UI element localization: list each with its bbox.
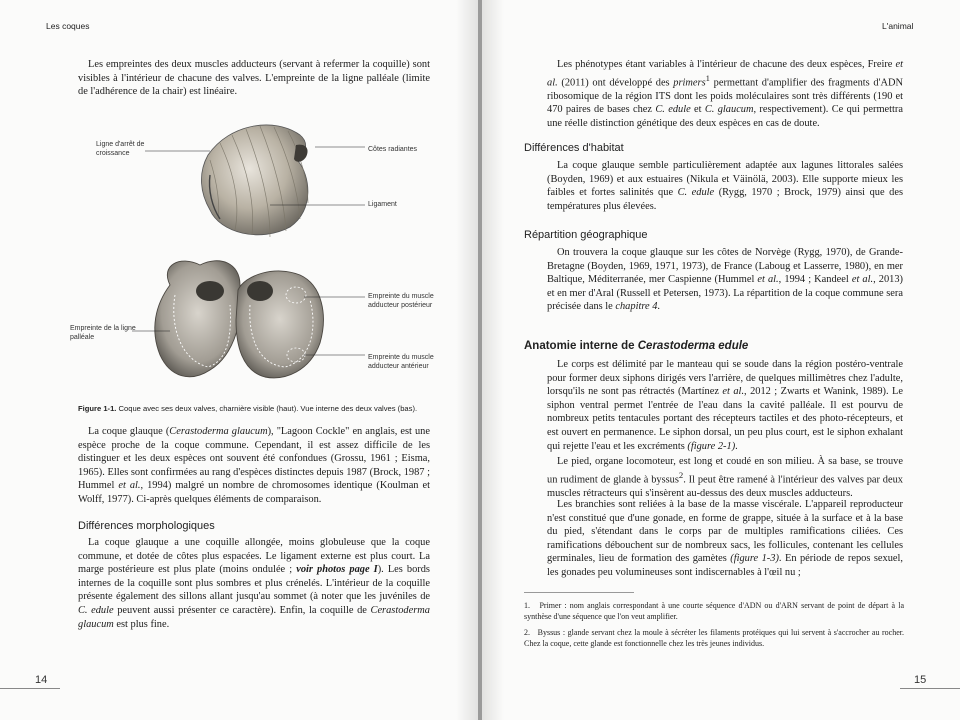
heading-habitat: Différences d'habitat xyxy=(524,142,624,154)
left-page xyxy=(0,0,478,720)
label-ligament: Ligament xyxy=(368,201,397,208)
page-number-rule xyxy=(900,688,960,689)
label-posterior-muscle: Empreinte du muscle adducteur postérieur xyxy=(368,293,434,309)
label-anterior-muscle: Empreinte du muscle adducteur antérieur xyxy=(368,354,434,370)
label-growth-line: Ligne d'arrêt de croissance xyxy=(96,141,145,157)
footnote-rule xyxy=(524,592,634,593)
repartition-paragraph: On trouvera la coque glauque sur les côtes de Norvège (Rygg, 1970), de Grande-Bretagne (Boyden, 1969, 1971, 1973), de France (Laboug et Lasserre, 1980), en mer Baltique, Méditerranée, mer Caspienne (Hummel et al., 1994 ; Kandeel et al., 2013) et en mer d'Aral (Russell et Petersen, 1973). La répartition de la coque commune sera précisée dans le chapitre 4. xyxy=(547,247,904,313)
shell-hinge-view xyxy=(201,125,308,237)
page-number: 14 xyxy=(35,674,48,686)
heading-morphological: Différences morphologiques xyxy=(78,520,215,532)
habitat-paragraph: La coque glauque semble particulièrement adaptée aux lagunes littorales salées (Boyden, 1969) et aux estuaires (Nikula et Väinölä, 2003). Elle supporte mieux les faibles et fortes salinités que C. edule (Rygg, 1970 ; Brock, 1979) ainsi que des températures plus élevées. xyxy=(547,160,903,212)
heading-anatomy: Anatomie interne de Cerastoderma edule xyxy=(524,340,749,352)
glaucum-paragraph: La coque glauque (Cerastoderma glaucum), "Lagoon Cockle" en anglais, est une espèce proche de la coque commune. Cependant, il est assez difficile de les distinguer et les deux espèces ont souvent été confondues (Grossu, 1961 ; Eisma, 1965). Elles sont confirmées au rang d'espèces distinctes depuis 1987 (Brock, 1987 ; Hummel et al., 1994) malgré un nombre de chromosomes identique (Koulman et Wolff, 1977). Ci-après quelques éléments de comparaison. xyxy=(78,426,430,505)
figure-caption xyxy=(78,404,458,413)
phenotypes-paragraph: Les phénotypes étant variables à l'intérieur de chacune des deux espèces, Freire et al. (2011) ont développé des primers$^1$ permettant d'amplifier des fragments d'ADN ribosomique de la région ITS dont les poids moléculaires sont très différents (190 et 470 paires de bases chez C. edule et C. glaucum, respectivement). Ce qui permettra une réelle distinction génétique des deux espèces en cas de doute. xyxy=(547,59,903,129)
footnote-2: 2. Byssus : glande servant chez la moule à sécréter les filaments protéiques qui lui servent à s'accrocher au rocher. Chez la coque, cette glande est fonctionnelle chez les très jeunes individus. xyxy=(524,628,904,648)
morphology-paragraph: La coque glauque a une coquille allongée, moins globuleuse que la coque commune, et dotée de côtes plus espacées. Le ligament externe est plus court. La marge postérieure est plus plate (moins ondulée ; voir photos page I). Les bords internes de la coquille sont plus sombres et plus crénelés. L'intérieur de la coquille présente également des sillons allant jusqu'au sommet (à noter que les juvéniles de C. edule peuvent aussi présenter ce caractère). Enfin, la coquille de Cerastoderma glaucum est plus fine. xyxy=(78,537,430,630)
page-number-rule xyxy=(0,688,60,689)
figure-caption-text: Coque avec ses deux valves, charnière visible (haut). Vue interne des deux valves (bas). xyxy=(116,404,418,413)
label-radial-ribs: Côtes radiantes xyxy=(368,146,418,153)
gills-paragraph: Les branchies sont reliées à la base de la masse viscérale. L'appareil reproducteur n'est constitué que d'une gonade, en forme de grappe, située à la surface et à la base du pied, s'étendant dans le corps par de multiples ramifications ciliées. Ces ramifications débouchent sur de nombreux sacs, les follicules, contenant les cellules germinales, lieu de formation des gamètes (figure 1-3). En période de repos sexuel, les gonades peu volumineuses sont indiscernables à l'œil nu ; xyxy=(547,499,903,578)
foot-paragraph: Le pied, organe locomoteur, est long et coudé en son milieu. À sa base, se trouve un rudiment de glande à byssus$^2$. Il peut être ramené à l'intérieur des valves par deux muscles rétracteurs qui s'insèrent au-dessus des deux muscles adducteurs. xyxy=(547,456,903,499)
page-number: 15 xyxy=(914,674,927,686)
intro-paragraph: Les empreintes des deux muscles adducteurs (servant à refermer la coquille) sont visibles à l'intérieur de chacune des valves. L'empreinte de la ligne palléale (limite de l'adhérence de la chair) est linéaire. xyxy=(78,59,430,98)
valves-internal-view xyxy=(155,261,324,378)
label-pallial-line: Empreinte de la ligne palléale xyxy=(70,325,136,341)
footnote-1: 1. Primer : nom anglais correspondant à une courte séquence d'ADN ou d'ARN servant de point de départ à la synthèse d'une séquence que l'on veut amplifier. xyxy=(524,601,904,621)
body-paragraph: Le corps est délimité par le manteau qui se soude dans la région postéro-ventrale pour former deux siphons dirigés vers l'arrière, de quelques millimètres chez l'adulte, lorsqu'ils ne sont pas rétractés (Martínez et al., 2012 ; Zwarts et Wanink, 1989). Le siphon ventral permet l'entrée de l'eau dans la cavité palléale. Il est pourvu de nombreux petits tentacules portant des récepteurs tactiles et des photo-récepteurs, et est ouvert en permanence. Le siphon dorsal, un peu plus court, est le siphon exhalant qui rejette l'eau et les excréments (figure 2-1). xyxy=(547,359,903,452)
running-head: Les coques xyxy=(46,21,90,31)
heading-repartition: Répartition géographique xyxy=(524,229,648,241)
right-page xyxy=(482,0,960,720)
figure-caption-label: Figure 1-1. xyxy=(78,404,117,413)
gutter-shadow xyxy=(482,0,504,720)
running-head: L'animal xyxy=(882,21,914,31)
